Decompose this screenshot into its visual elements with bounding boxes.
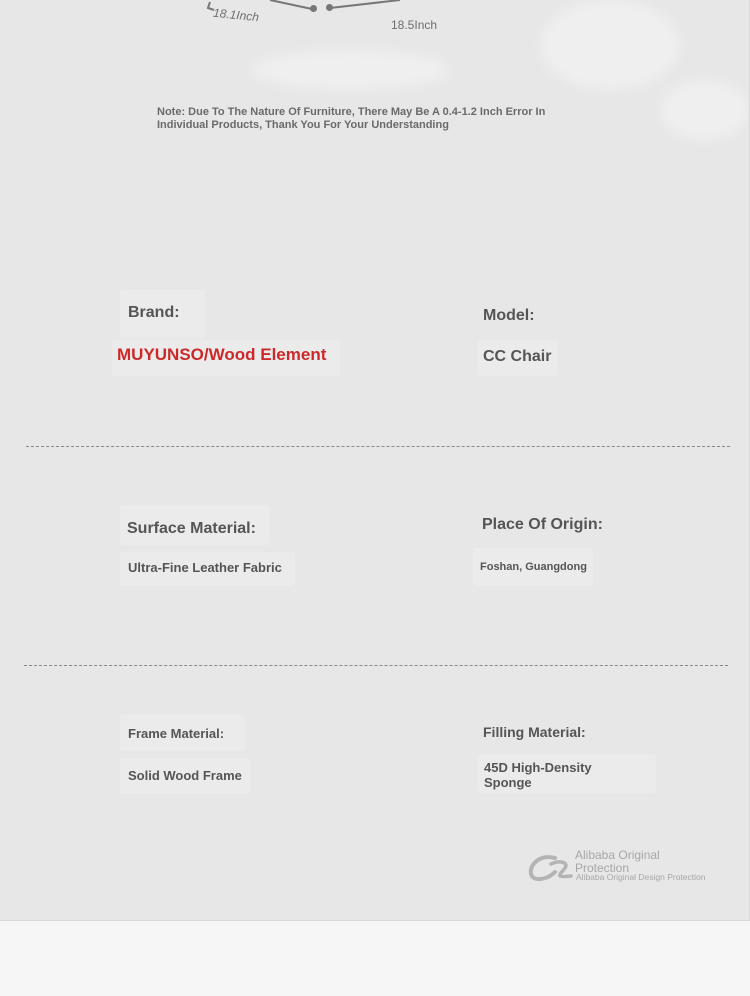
- section-divider: [26, 446, 730, 447]
- model-value: CC Chair: [483, 348, 552, 365]
- logo-title-line2: Protection: [575, 861, 630, 875]
- surface-material-value: Ultra-Fine Leather Fabric: [128, 560, 282, 575]
- background-texture: [250, 50, 450, 90]
- brand-label: Brand:: [128, 304, 180, 321]
- frame-material-value: Solid Wood Frame: [128, 768, 242, 783]
- tolerance-note: Note: Due To The Nature Of Furniture, There May Be A 0.4-1.2 Inch Error In Individual Products, Thank You For Your Understanding: [157, 106, 546, 131]
- dimension-point: [310, 5, 317, 12]
- filling-material-label: Filling Material:: [483, 724, 586, 740]
- frame-material-label: Frame Material:: [128, 726, 225, 741]
- background-texture: [660, 80, 750, 140]
- alibaba-protection-logo: [525, 848, 715, 888]
- model-label: Model:: [483, 307, 535, 324]
- dimension-point: [326, 4, 333, 11]
- logo-subtitle: Alibaba Original Design Protection: [576, 872, 706, 882]
- filling-material-value-cont: Sponge: [484, 775, 532, 790]
- depth-dimension-label: 18.1Inch: [212, 5, 260, 25]
- filling-material-value: 45D High-Density: [484, 760, 592, 775]
- place-of-origin-value: Foshan, Guangdong: [480, 561, 587, 573]
- alibaba-logo-icon: [525, 850, 577, 886]
- surface-material-label: Surface Material:: [127, 520, 256, 537]
- section-divider: [24, 665, 728, 666]
- place-of-origin-label: Place Of Origin:: [482, 516, 603, 533]
- background-texture: [540, 0, 680, 90]
- logo-title-line1: Alibaba Original: [575, 848, 660, 862]
- width-dimension-label: 18.5Inch: [391, 18, 438, 32]
- brand-value: MUYUNSO/Wood Element: [117, 345, 327, 364]
